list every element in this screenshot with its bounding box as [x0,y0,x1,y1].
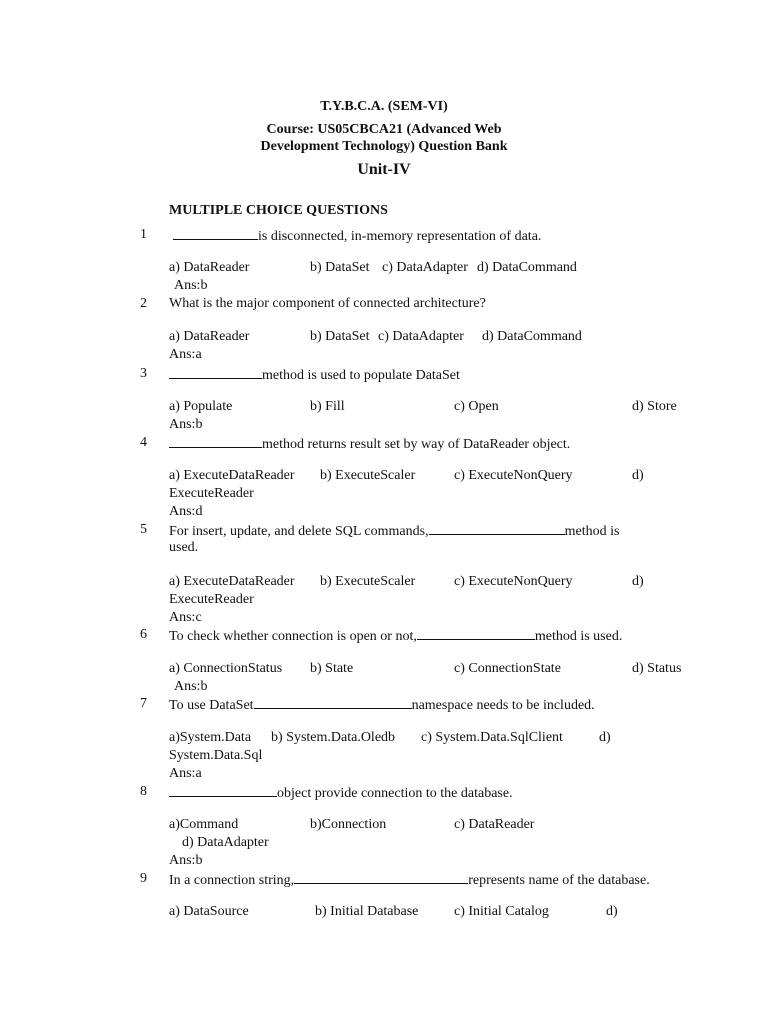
answer-key: Ans:c [169,610,202,625]
option-d-text: ExecuteReader [169,592,254,607]
option-d-text: System.Data.Sql [169,748,263,763]
question-text [169,783,513,803]
question-text-span: method returns result set by way of DataReader object. [262,437,571,452]
question-text-span: represents name of the database. [468,873,650,888]
option-a: a) DataSource [169,904,249,919]
option-c: c) DataReader [454,817,535,832]
option-a: a) ConnectionStatus [169,661,283,676]
question-text [169,365,460,385]
question-number: 4 [140,435,147,450]
question-text-line2: used. [169,540,199,555]
question-number: 7 [140,696,147,711]
course-title-line2: Development Technology) Question Bank [260,139,508,154]
answer-key: Ans:a [169,766,202,781]
question-text [169,695,595,715]
option-d: d) [606,904,618,919]
question-number: 1 [140,227,147,242]
option-b: b) State [310,661,354,676]
option-b: b) DataSet [310,260,370,275]
option-b: b) ExecuteScaler [320,468,416,483]
option-a: a) ExecuteDataReader [169,574,295,589]
answer-key: Ans:b [174,278,208,293]
answer-key: Ans:b [174,679,208,694]
question-text-span: To use DataSet [169,698,254,713]
option-d: d) [599,730,611,745]
answer-key: Ans:b [169,417,203,432]
answer-blank [294,870,468,884]
question-text-span: In a connection string, [169,873,295,888]
question-number: 5 [140,522,147,537]
option-b: b) Fill [310,399,345,414]
answer-blank [169,434,262,448]
answer-blank [254,695,412,709]
question-text-span: For insert, update, and delete SQL commands, [169,524,429,539]
option-a: a) ExecuteDataReader [169,468,295,483]
option-c: c) ConnectionState [454,661,561,676]
option-a: a) DataReader [169,329,250,344]
option-c: c) Open [454,399,499,414]
question-number: 6 [140,627,147,642]
option-d: d) DataAdapter [182,835,269,850]
question-text [169,626,622,646]
answer-blank [169,783,277,797]
answer-key: Ans:a [169,347,202,362]
option-b: b) System.Data.Oledb [271,730,396,745]
option-b: b)Connection [310,817,387,832]
answer-key: Ans:d [169,504,203,519]
option-a: a) Populate [169,399,233,414]
option-b: b) ExecuteScaler [320,574,416,589]
question-number: 8 [140,784,147,799]
option-b: b) DataSet [310,329,370,344]
question-number: 3 [140,366,147,381]
option-c: c) System.Data.SqlClient [421,730,563,745]
option-d: d) Store [632,399,677,414]
question-text [169,521,619,541]
section-title: MULTIPLE CHOICE QUESTIONS [169,203,388,218]
answer-blank [417,626,535,640]
question-text [169,434,570,454]
question-text [169,870,650,890]
option-d-text: ExecuteReader [169,486,254,501]
option-c: c) ExecuteNonQuery [454,574,573,589]
question-text-span: is disconnected, in-memory representation of data. [258,229,542,244]
question-text [173,226,541,246]
option-a: a)Command [169,817,239,832]
option-d: d) [632,574,644,589]
question-text-span: method is [564,524,620,539]
option-d: d) Status [632,661,682,676]
option-d: d) [632,468,644,483]
option-d: d) DataCommand [477,260,577,275]
course-title-line1: Course: US05CBCA21 (Advanced Web [266,122,502,137]
question-text-span: method is used to populate DataSet [262,368,460,383]
question-number: 2 [140,296,147,311]
answer-key: Ans:b [169,853,203,868]
question-text-span: method is used. [534,629,623,644]
option-d: d) DataCommand [482,329,582,344]
unit-title: Unit-IV [357,161,411,178]
answer-blank [429,521,565,535]
answer-blank [169,365,262,379]
question-text: What is the major component of connected architecture? [169,296,486,311]
option-b: b) Initial Database [315,904,419,919]
option-a: a) DataReader [169,260,250,275]
option-c: c) Initial Catalog [454,904,549,919]
option-a: a)System.Data [169,730,252,745]
question-number: 9 [140,871,147,886]
question-text-span: namespace needs to be included. [411,698,595,713]
question-text-span: object provide connection to the database. [277,786,513,801]
option-c: c) ExecuteNonQuery [454,468,573,483]
option-c: c) DataAdapter [378,329,464,344]
question-text-span: To check whether connection is open or not, [169,629,417,644]
answer-blank [173,226,258,240]
class-heading: T.Y.B.C.A. (SEM-VI) [320,99,448,114]
option-c: c) DataAdapter [382,260,468,275]
